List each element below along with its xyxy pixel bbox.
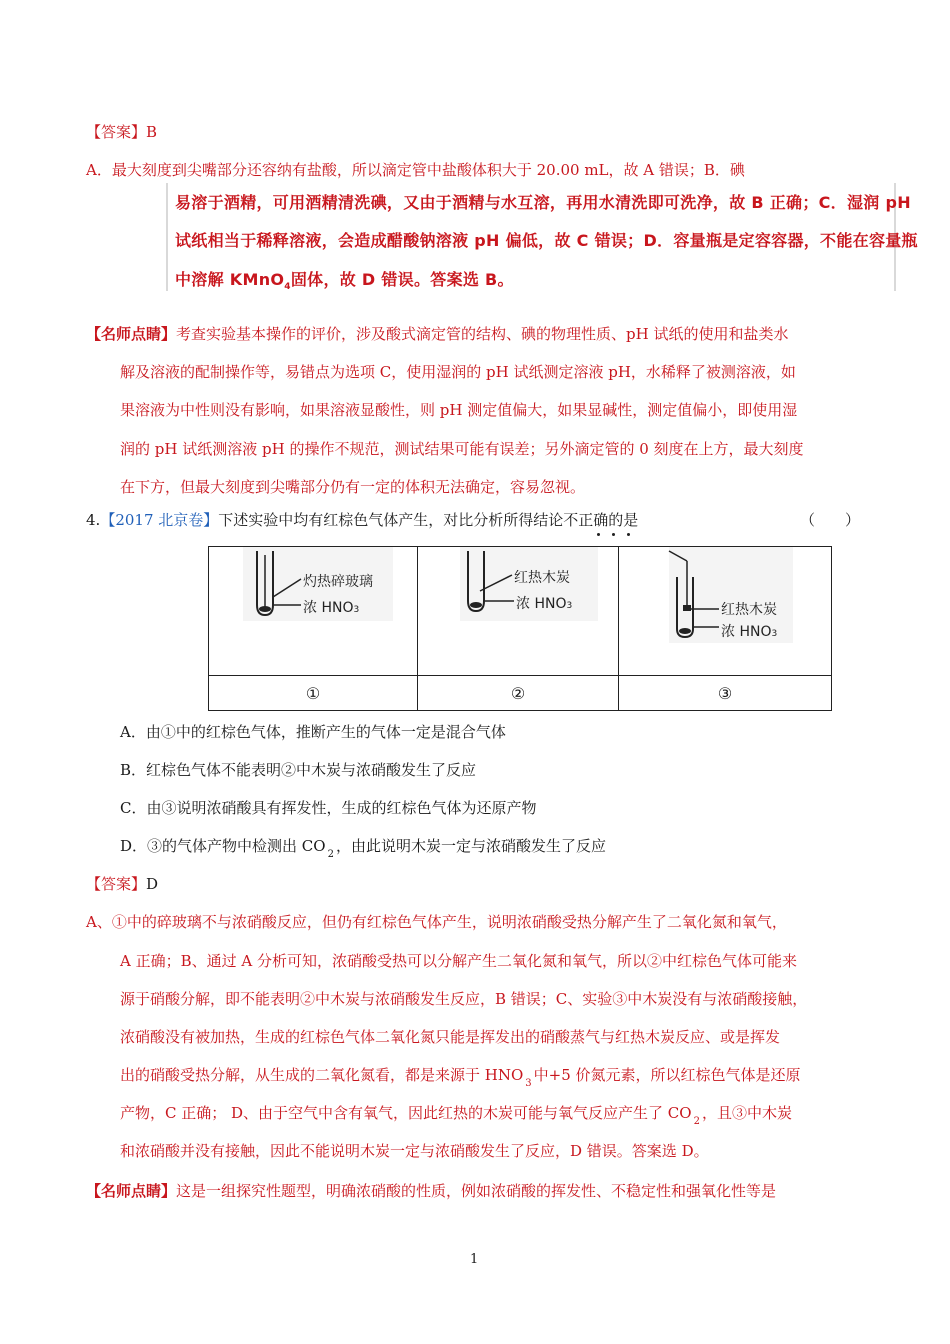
- explanation-2-line-6: 产物，C 正确； D、由于空气中含有氧气，因此红热的木炭可能与氧气反应产生了 CO $_2$ ，且③中木炭: [120, 1104, 792, 1127]
- experiment-figure-table: [208, 546, 832, 711]
- figure-3-label-acid: 浓 HNO3: [721, 624, 778, 640]
- scan-line-3: 中溶解 KMnO$_4$固体，故 D 错误。答案选 B。: [175, 270, 514, 292]
- emphasis-dot: [597, 533, 600, 536]
- figure-number-2: ②: [418, 676, 619, 711]
- figure-cell-2: [418, 547, 619, 676]
- figure-2-label-acid: 浓 HNO3: [516, 596, 573, 612]
- explanation-2-line-4: 浓硝酸没有被加热，生成的红棕色气体二氧化氮只能是挥发出的硝酸蒸气与红热木炭反应、或是挥发: [120, 1028, 781, 1046]
- answer-label: 【答案】: [86, 875, 147, 893]
- scan-line-2: 试纸相当于稀释溶液，会造成醋酸钠溶液 pH 偏低，故 C 错误；D．容量瓶是定容容器，不能在容量瓶: [175, 231, 918, 250]
- figure-cell-3: [619, 547, 832, 676]
- answer-label: 【答案】: [86, 123, 147, 141]
- page-number: 1: [470, 1252, 479, 1267]
- option-d: D．③的气体产物中检测出 CO $_2$ ，由此说明木炭一定与浓硝酸发生了反应: [120, 837, 606, 860]
- question-number: 4.: [86, 511, 101, 529]
- option-b: B．红棕色气体不能表明②中木炭与浓硝酸发生了反应: [120, 761, 477, 779]
- answer-bracket: （ ）: [800, 511, 861, 529]
- explanation-2-line-5: 出的硝酸受热分解，从生成的二氧化氮看，都是来源于 HNO $_3$ 中+5 价氮元素，所以红棕色气体是还原: [120, 1066, 801, 1089]
- answer-2: [86, 874, 158, 894]
- figure-1-label-acid: 浓 HNO3: [303, 600, 360, 616]
- scan-line-1: 易溶于酒精，可用酒精清洗碘，又由于酒精与水互溶，再用水清洗即可洗净，故 B 正确；C．湿润 pH: [175, 193, 911, 212]
- explanation-2-line-7: 和浓硝酸并没有接触，因此不能说明木炭一定与浓硝酸发生了反应，D 错误。答案选 D。: [120, 1142, 709, 1160]
- tip-label: 【名师点睛】: [86, 325, 177, 343]
- question-source: 【2017 北京卷】: [100, 511, 219, 529]
- figure-number-1: ①: [209, 676, 418, 711]
- emphasis-dot: [627, 533, 630, 536]
- tip-1-line-2: 解及溶液的配制操作等，易错点为选项 C，使用湿润的 pH 试纸测定溶液 pH，水稀释了被测溶液，如: [120, 363, 796, 381]
- emphasis-dot: [612, 533, 615, 536]
- tip-2: 【名师点睛】这是一组探究性题型，明确浓硝酸的性质，例如浓硝酸的挥发性、不稳定性和强氧化性等是: [86, 1182, 777, 1200]
- question-4-stem: 4.【2017 北京卷】下述实验中均有红棕色气体产生，对比分析所得结论不正确的是: [86, 511, 639, 529]
- option-c: C．由③说明浓硝酸具有挥发性，生成的红棕色气体为还原产物: [120, 799, 537, 817]
- explanation-2-line-2: A 正确；B、通过 A 分析可知，浓硝酸受热可以分解产生二氧化氮和氧气，所以②中红棕色气体可能来: [120, 952, 797, 970]
- explanation-1-line-1: A．最大刻度到尖嘴部分还容纳有盐酸，所以滴定管中盐酸体积大于 20.00 mL，故 A 错误；B．碘: [86, 161, 745, 179]
- answer-value: D: [146, 875, 159, 893]
- tip-1-line-5: 在下方，但最大刻度到尖嘴部分仍有一定的体积无法确定，容易忽视。: [120, 478, 586, 496]
- tip-1-line-1: 【名师点睛】考查实验基本操作的评价，涉及酸式滴定管的结构、碘的物理性质、pH 试纸的使用和盐类水: [86, 325, 789, 343]
- figure-1-label-glass: 灼热碎玻璃: [303, 574, 373, 590]
- emphasis-text: 不正确: [563, 511, 609, 529]
- tip-1-line-3: 果溶液为中性则没有影响，如果溶液显酸性，则 pH 测定值偏大，如果显碱性，测定值偏小，即使用湿: [120, 401, 798, 419]
- answer-1: [86, 122, 157, 142]
- explanation-2-line-1: A、①中的碎玻璃不与浓硝酸反应，但仍有红棕色气体产生，说明浓硝酸受热分解产生了二氧化氮和氧气，: [86, 913, 787, 931]
- explanation-2-line-3: 源于硝酸分解，即不能表明②中木炭与浓硝酸发生反应，B 错误；C、实验③中木炭没有与浓硝酸接触，: [120, 990, 808, 1008]
- tip-1-line-4: 润的 pH 试纸测溶液 pH 的操作不规范，测试结果可能有误差；另外滴定管的 0 刻度在上方，最大刻度: [120, 440, 804, 458]
- figure-number-3: ③: [619, 676, 832, 711]
- figure-cell-1: [209, 547, 418, 676]
- answer-value: B: [146, 123, 158, 141]
- tip-label: 【名师点睛】: [86, 1182, 177, 1200]
- option-a: A．由①中的红棕色气体，推断产生的气体一定是混合气体: [120, 723, 506, 741]
- figure-3-label-carbon: 红热木炭: [721, 602, 777, 618]
- figure-2-label-carbon: 红热木炭: [514, 570, 570, 586]
